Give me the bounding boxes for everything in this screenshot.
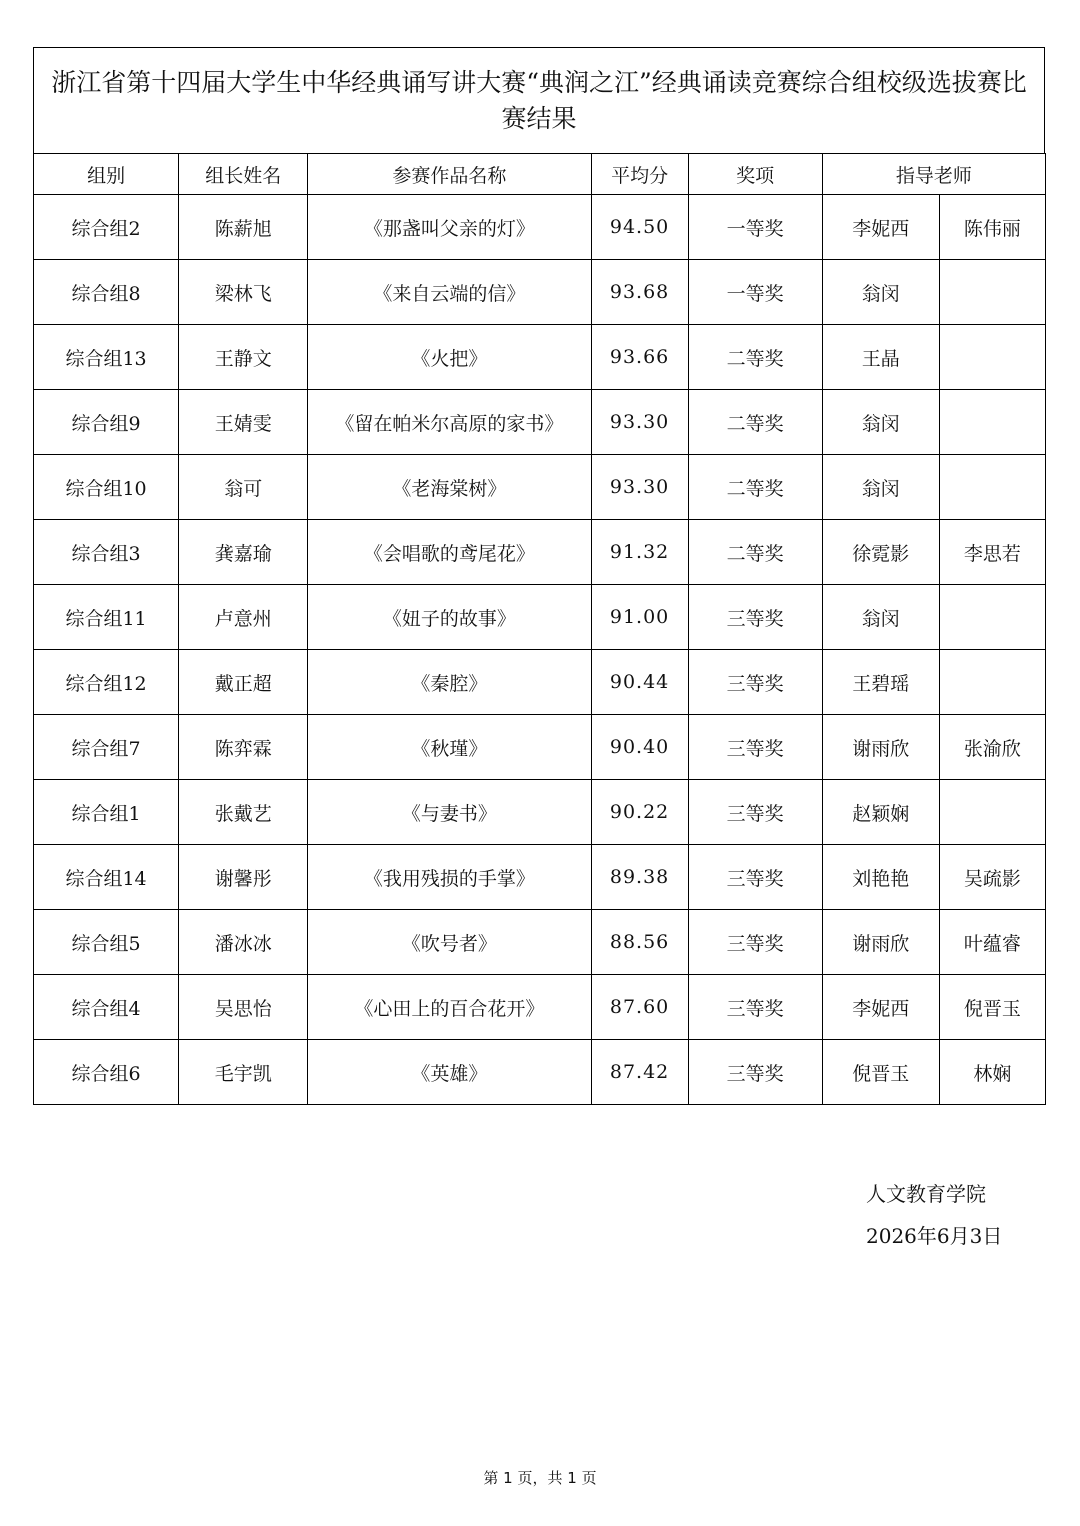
cell-score: 88.56 xyxy=(591,910,688,975)
cell-score: 94.50 xyxy=(591,195,688,260)
cell-award: 二等奖 xyxy=(688,520,822,585)
cell-score: 90.44 xyxy=(591,650,688,715)
table-row xyxy=(34,780,1046,845)
cell-leader: 戴正超 xyxy=(179,650,308,715)
cell-group: 综合组12 xyxy=(34,650,179,715)
cell-group: 综合组2 xyxy=(34,195,179,260)
cell-advisor-2: 叶蕴睿 xyxy=(939,910,1045,975)
cell-advisor-1: 李妮西 xyxy=(822,975,939,1040)
cell-advisor-1: 翁闵 xyxy=(822,585,939,650)
cell-advisor-2 xyxy=(939,455,1045,520)
cell-score: 93.30 xyxy=(591,390,688,455)
cell-work: 《会唱歌的鸢尾花》 xyxy=(308,520,591,585)
cell-work: 《留在帕米尔高原的家书》 xyxy=(308,390,591,455)
cell-group: 综合组11 xyxy=(34,585,179,650)
table-row xyxy=(34,1040,1046,1105)
cell-score: 93.30 xyxy=(591,455,688,520)
cell-leader: 龚嘉瑜 xyxy=(179,520,308,585)
cell-work: 《那盏叫父亲的灯》 xyxy=(308,195,591,260)
cell-group: 综合组8 xyxy=(34,260,179,325)
cell-leader: 毛宇凯 xyxy=(179,1040,308,1105)
cell-advisor-2 xyxy=(939,390,1045,455)
cell-group: 综合组4 xyxy=(34,975,179,1040)
table-row xyxy=(34,975,1046,1040)
cell-work: 《心田上的百合花开》 xyxy=(308,975,591,1040)
cell-work: 《妞子的故事》 xyxy=(308,585,591,650)
table-row xyxy=(34,715,1046,780)
cell-leader: 潘冰冰 xyxy=(179,910,308,975)
table-row xyxy=(34,260,1046,325)
cell-group: 综合组9 xyxy=(34,390,179,455)
cell-advisor-2 xyxy=(939,780,1045,845)
cell-score: 87.60 xyxy=(591,975,688,1040)
cell-leader: 翁可 xyxy=(179,455,308,520)
table-row xyxy=(34,845,1046,910)
cell-group: 综合组5 xyxy=(34,910,179,975)
cell-award: 二等奖 xyxy=(688,390,822,455)
table-row xyxy=(34,325,1046,390)
cell-score: 91.00 xyxy=(591,585,688,650)
cell-advisor-1: 徐霓影 xyxy=(822,520,939,585)
cell-advisor-2 xyxy=(939,585,1045,650)
footer-organization: 人文教育学院 xyxy=(866,1182,986,1206)
cell-advisor-2: 林娴 xyxy=(939,1040,1045,1105)
cell-advisor-1: 王碧瑶 xyxy=(822,650,939,715)
header-leader: 组长姓名 xyxy=(179,154,308,195)
cell-leader: 陈弈霖 xyxy=(179,715,308,780)
table-row xyxy=(34,585,1046,650)
page-indicator: 第 1 页，共 1 页 xyxy=(483,1469,597,1487)
header-advisors: 指导老师 xyxy=(822,154,1045,195)
document-title: 浙江省第十四届大学生中华经典诵写讲大赛“典润之江”经典诵读竞赛综合组校级选拔赛比赛结果 xyxy=(33,47,1045,153)
cell-leader: 卢意州 xyxy=(179,585,308,650)
results-table xyxy=(33,153,1046,1105)
cell-work: 《火把》 xyxy=(308,325,591,390)
cell-work: 《老海棠树》 xyxy=(308,455,591,520)
cell-leader: 谢馨彤 xyxy=(179,845,308,910)
cell-award: 二等奖 xyxy=(688,455,822,520)
cell-award: 三等奖 xyxy=(688,1040,822,1105)
table-row xyxy=(34,910,1046,975)
cell-group: 综合组7 xyxy=(34,715,179,780)
cell-leader: 王婧雯 xyxy=(179,390,308,455)
cell-score: 87.42 xyxy=(591,1040,688,1105)
header-work: 参赛作品名称 xyxy=(308,154,591,195)
header-score: 平均分 xyxy=(591,154,688,195)
cell-leader: 梁林飞 xyxy=(179,260,308,325)
cell-group: 综合组3 xyxy=(34,520,179,585)
table-row xyxy=(34,390,1046,455)
cell-work: 《秦腔》 xyxy=(308,650,591,715)
cell-advisor-1: 赵颖娴 xyxy=(822,780,939,845)
cell-group: 综合组10 xyxy=(34,455,179,520)
cell-award: 三等奖 xyxy=(688,845,822,910)
cell-score: 91.32 xyxy=(591,520,688,585)
cell-advisor-1: 翁闵 xyxy=(822,260,939,325)
header-award: 奖项 xyxy=(688,154,822,195)
cell-work: 《与妻书》 xyxy=(308,780,591,845)
cell-score: 93.66 xyxy=(591,325,688,390)
cell-advisor-2: 吴疏影 xyxy=(939,845,1045,910)
cell-award: 一等奖 xyxy=(688,260,822,325)
cell-award: 三等奖 xyxy=(688,715,822,780)
footer-date: 2026年6月3日 xyxy=(866,1224,1003,1248)
cell-leader: 张戴艺 xyxy=(179,780,308,845)
cell-leader: 陈薪旭 xyxy=(179,195,308,260)
cell-award: 三等奖 xyxy=(688,650,822,715)
cell-award: 一等奖 xyxy=(688,195,822,260)
cell-advisor-2: 陈伟丽 xyxy=(939,195,1045,260)
cell-work: 《吹号者》 xyxy=(308,910,591,975)
table-row xyxy=(34,195,1046,260)
cell-advisor-2 xyxy=(939,650,1045,715)
cell-advisor-2: 倪晋玉 xyxy=(939,975,1045,1040)
cell-award: 二等奖 xyxy=(688,325,822,390)
cell-group: 综合组14 xyxy=(34,845,179,910)
cell-advisor-1: 李妮西 xyxy=(822,195,939,260)
cell-advisor-2: 张渝欣 xyxy=(939,715,1045,780)
header-group: 组别 xyxy=(34,154,179,195)
cell-advisor-1: 翁闵 xyxy=(822,390,939,455)
cell-advisor-2 xyxy=(939,260,1045,325)
cell-work: 《秋瑾》 xyxy=(308,715,591,780)
cell-advisor-1: 王晶 xyxy=(822,325,939,390)
cell-award: 三等奖 xyxy=(688,780,822,845)
cell-group: 综合组13 xyxy=(34,325,179,390)
table-row xyxy=(34,455,1046,520)
table-body xyxy=(34,195,1046,1105)
cell-work: 《我用残损的手掌》 xyxy=(308,845,591,910)
cell-score: 90.22 xyxy=(591,780,688,845)
cell-advisor-2: 李思若 xyxy=(939,520,1045,585)
cell-score: 90.40 xyxy=(591,715,688,780)
cell-advisor-1: 谢雨欣 xyxy=(822,910,939,975)
cell-advisor-1: 倪晋玉 xyxy=(822,1040,939,1105)
cell-score: 93.68 xyxy=(591,260,688,325)
cell-advisor-1: 刘艳艳 xyxy=(822,845,939,910)
table-row xyxy=(34,520,1046,585)
cell-group: 综合组1 xyxy=(34,780,179,845)
cell-score: 89.38 xyxy=(591,845,688,910)
cell-advisor-2 xyxy=(939,325,1045,390)
cell-work: 《英雄》 xyxy=(308,1040,591,1105)
cell-award: 三等奖 xyxy=(688,585,822,650)
table-header-row xyxy=(34,154,1046,195)
cell-leader: 吴思怡 xyxy=(179,975,308,1040)
cell-advisor-1: 翁闵 xyxy=(822,455,939,520)
table-row xyxy=(34,650,1046,715)
cell-work: 《来自云端的信》 xyxy=(308,260,591,325)
cell-advisor-1: 谢雨欣 xyxy=(822,715,939,780)
cell-award: 三等奖 xyxy=(688,975,822,1040)
cell-award: 三等奖 xyxy=(688,910,822,975)
cell-group: 综合组6 xyxy=(34,1040,179,1105)
cell-leader: 王静文 xyxy=(179,325,308,390)
